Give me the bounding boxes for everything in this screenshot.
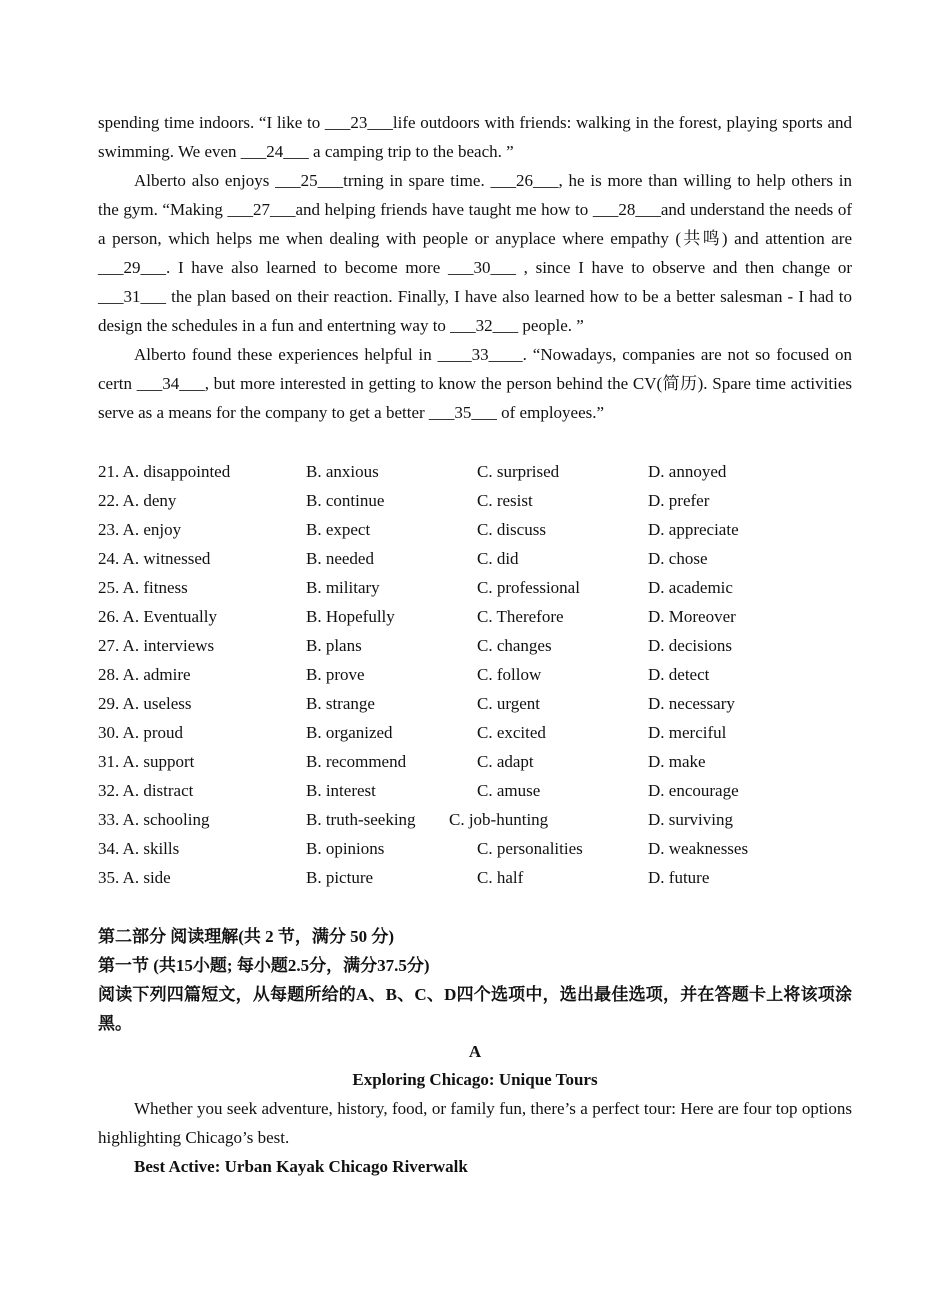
option-d: D. Moreover	[648, 607, 736, 626]
option-c: C. Therefore	[477, 607, 564, 626]
option-a: 24. A. witnessed	[98, 549, 211, 568]
option-d: D. annoyed	[648, 462, 727, 481]
option-b: B. anxious	[306, 462, 379, 481]
option-d: D. chose	[648, 549, 708, 568]
article-intro: Whether you seek adventure, history, food, or family fun, there’s a perfect tour: Here are four top options highlighting Chicago’s best.	[98, 1099, 852, 1147]
option-b: B. interest	[306, 781, 376, 800]
option-d: D. decisions	[648, 636, 733, 655]
question-31-options	[98, 747, 852, 776]
option-b: B. expect	[306, 520, 371, 539]
question-22-options	[98, 486, 852, 515]
question-30-options	[98, 718, 852, 747]
option-d: D. future	[648, 868, 710, 887]
option-b: B. prove	[306, 665, 365, 684]
option-a: 26. A. Eventually	[98, 607, 217, 626]
question-24-options	[98, 544, 852, 573]
question-29-options	[98, 689, 852, 718]
option-a: 27. A. interviews	[98, 636, 215, 655]
option-b: B. recommend	[306, 752, 407, 771]
option-c: C. resist	[477, 491, 533, 510]
option-a: 25. A. fitness	[98, 578, 188, 597]
option-b: B. strange	[306, 694, 375, 713]
part-heading: 第二部分 阅读理解(共 2 节，满分 50 分)	[98, 927, 395, 946]
option-d: D. academic	[648, 578, 733, 597]
article-title: Exploring Chicago: Unique Tours	[352, 1070, 598, 1089]
option-a: 23. A. enjoy	[98, 520, 182, 539]
option-a: 33. A. schooling	[98, 810, 210, 829]
section-heading: 第一节 (共15小题; 每小题2.5分，满分37.5分)	[98, 956, 430, 975]
option-a: 31. A. support	[98, 752, 195, 771]
option-a: 30. A. proud	[98, 723, 183, 742]
reading-section	[98, 922, 852, 1181]
article-subheading: Best Active: Urban Kayak Chicago Riverwalk	[134, 1157, 468, 1176]
passage-paragraph-2: Alberto also enjoys ___25___trning in spare time. ___26___, he is more than willing to help others in the gym. “Making ___27___and helping friends have taught me how to ___28___and understand the needs of a person, which helps me when dealing with people or anyplace where empathy (共鸣) and attention are ___29___. I have also learned to become more ___30___ , since I have to observe and then change or ___31___ the plan based on their reaction. Finally, I have also learned how to be a better salesman - I had to design the schedules in a fun and entertning way to ___32___ people. ”	[98, 171, 852, 335]
section-instruction: 阅读下列四篇短文，从每题所给的A、B、C、D四个选项中，选出最佳选项，并在答题卡上将该项涂黑。	[98, 985, 852, 1033]
option-b: B. plans	[306, 636, 362, 655]
option-c: C. professional	[477, 578, 580, 597]
question-33-options	[98, 805, 852, 834]
option-d: D. detect	[648, 665, 710, 684]
question-28-options	[98, 660, 852, 689]
option-c: C. amuse	[477, 781, 541, 800]
option-c: C. follow	[477, 665, 542, 684]
option-a: 28. A. admire	[98, 665, 191, 684]
option-d: D. merciful	[648, 723, 727, 742]
option-d: D. prefer	[648, 491, 710, 510]
option-c: C. personalities	[477, 839, 583, 858]
option-c: C. did	[477, 549, 519, 568]
option-c: C. changes	[477, 636, 552, 655]
option-c: C. half	[477, 868, 524, 887]
question-27-options	[98, 631, 852, 660]
option-a: 35. A. side	[98, 868, 171, 887]
option-d: D. surviving	[648, 810, 733, 829]
option-b: B. truth-seeking	[306, 810, 416, 829]
option-b: B. organized	[306, 723, 393, 742]
question-34-options	[98, 834, 852, 863]
option-c: C. excited	[477, 723, 546, 742]
answer-options	[98, 457, 852, 892]
option-c: C. discuss	[477, 520, 546, 539]
article-letter: A	[468, 1042, 482, 1061]
option-d: D. make	[648, 752, 706, 771]
option-a: 21. A. disappointed	[98, 462, 231, 481]
option-a: 29. A. useless	[98, 694, 192, 713]
option-b: B. picture	[306, 868, 374, 887]
option-c: C. adapt	[477, 752, 534, 771]
option-d: D. weaknesses	[648, 839, 749, 858]
option-b: B. military	[306, 578, 380, 597]
question-35-options	[98, 863, 852, 892]
passage-paragraph-1: spending time indoors. “I like to ___23___life outdoors with friends: walking in the forest, playing sports and swimming. We even ___24___ a camping trip to the beach. ”	[98, 113, 852, 161]
option-d: D. encourage	[648, 781, 739, 800]
option-a: 34. A. skills	[98, 839, 180, 858]
question-21-options	[98, 457, 852, 486]
document-page	[98, 108, 852, 1181]
option-d: D. appreciate	[648, 520, 739, 539]
option-c: C. urgent	[477, 694, 540, 713]
passage-paragraph-3: Alberto found these experiences helpful in ____33____. “Nowadays, companies are not so focused on certn ___34___, but more interested in getting to know the person behind the CV(简历). Spare time activities serve as a means for the company to get a better ___35___ of employees.”	[98, 345, 852, 422]
option-b: B. needed	[306, 549, 374, 568]
question-23-options	[98, 515, 852, 544]
option-a: 32. A. distract	[98, 781, 194, 800]
question-26-options	[98, 602, 852, 631]
option-b: B. continue	[306, 491, 385, 510]
option-a: 22. A. deny	[98, 491, 177, 510]
option-d: D. necessary	[648, 694, 735, 713]
option-b: B. Hopefully	[306, 607, 395, 626]
option-c: C. job-hunting	[449, 810, 549, 829]
question-25-options	[98, 573, 852, 602]
option-c: C. surprised	[477, 462, 560, 481]
option-b: B. opinions	[306, 839, 385, 858]
question-32-options	[98, 776, 852, 805]
